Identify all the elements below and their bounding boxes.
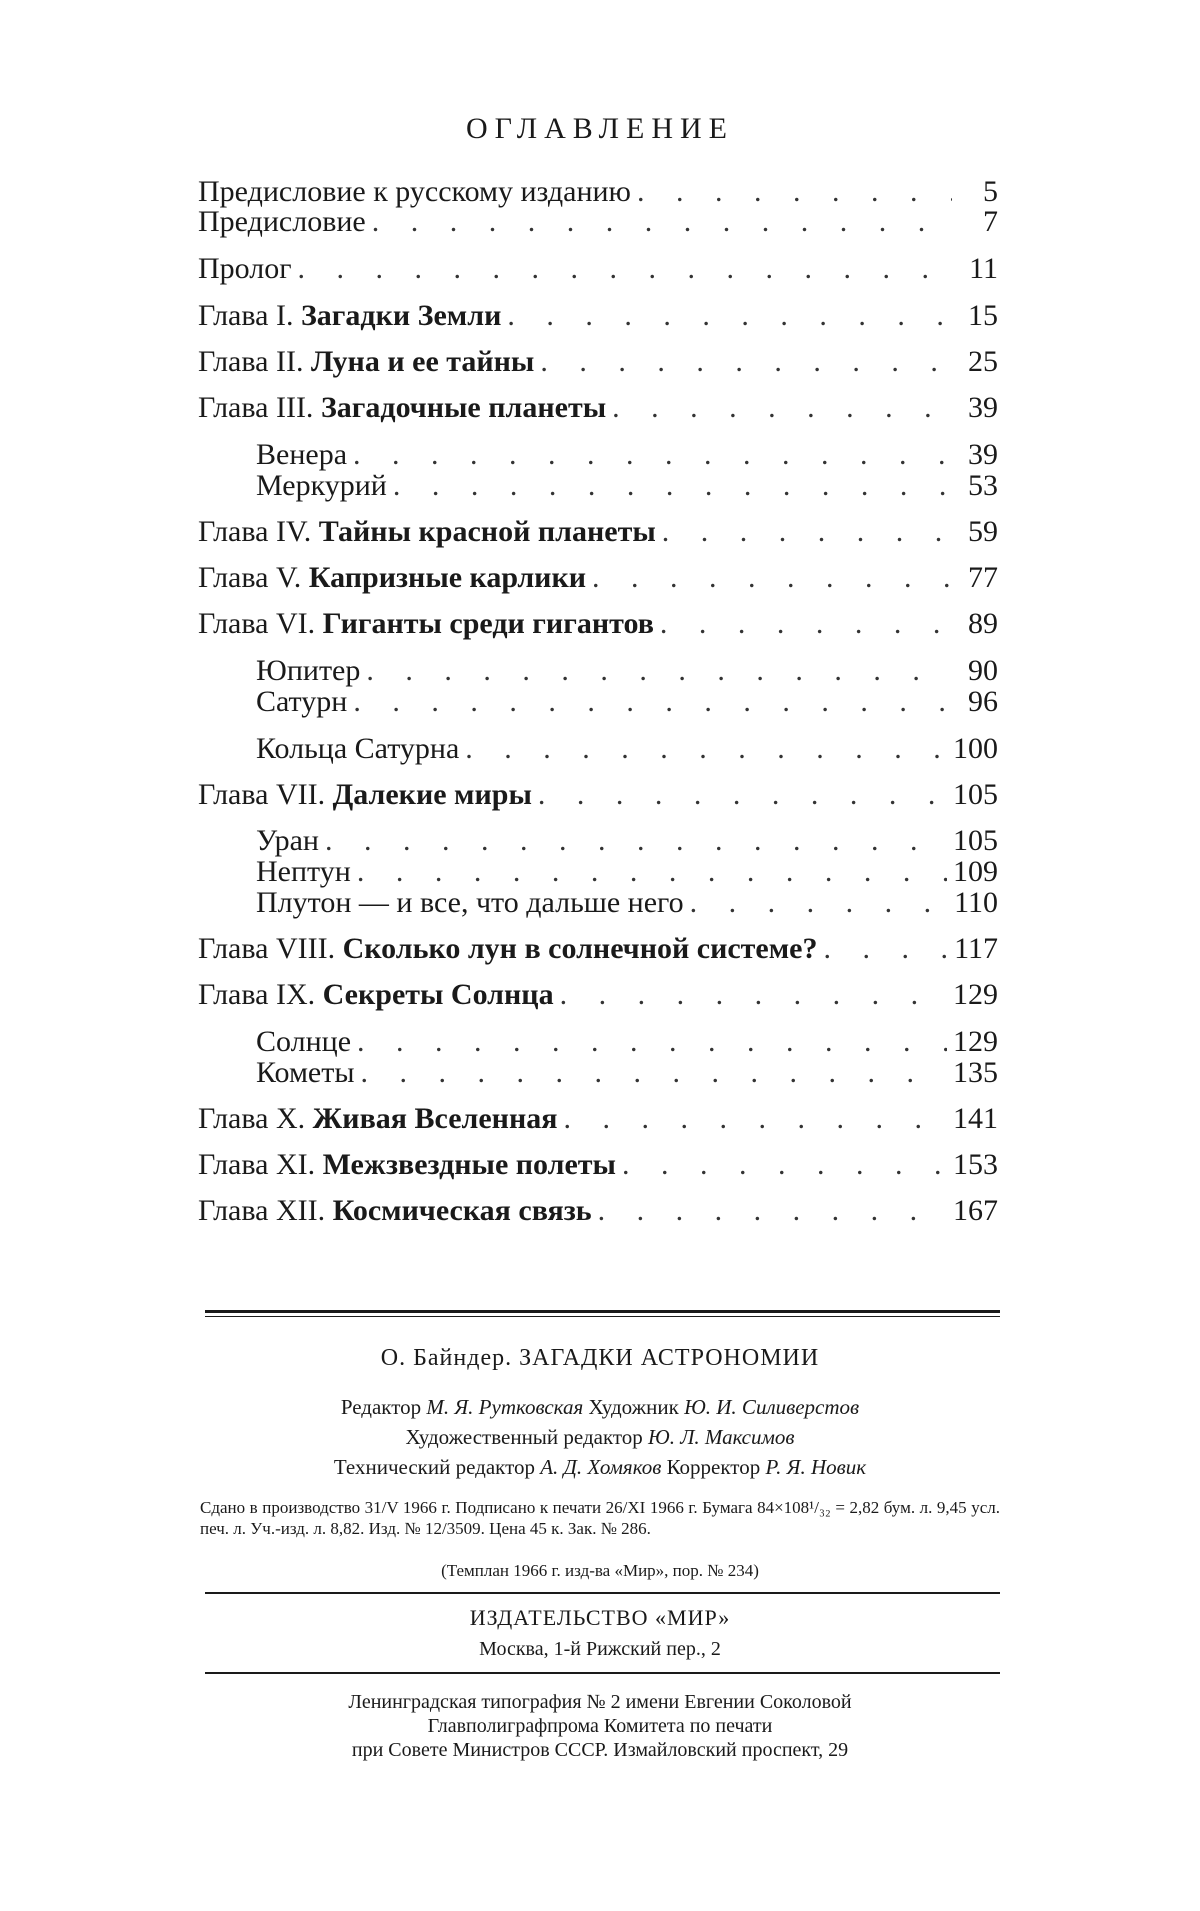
toc-chapter-number: Глава XII. bbox=[198, 1194, 326, 1227]
toc-entry-title bbox=[198, 778, 532, 812]
toc-leader-dots bbox=[660, 607, 952, 641]
toc-entry bbox=[198, 345, 998, 381]
toc-entry-title bbox=[198, 1102, 557, 1136]
toc-entry-title: Юпитер bbox=[256, 654, 361, 687]
toc-page-number: 96 bbox=[968, 685, 998, 718]
toc-entry-title: Плутон — и все, что дальше него bbox=[256, 886, 684, 919]
tech-editor-name: А. Д. Хомяков bbox=[540, 1455, 662, 1479]
toc-leader-dots bbox=[393, 469, 952, 503]
toc-entry-title bbox=[198, 1148, 616, 1182]
toc-entry bbox=[198, 561, 998, 597]
production-plan: (Темплан 1966 г. изд-ва «Мир», пор. № 234) bbox=[441, 1561, 759, 1580]
toc-page-number: 89 bbox=[968, 607, 998, 640]
toc-entry-title: Нептун bbox=[256, 855, 351, 888]
toc-entry bbox=[256, 886, 998, 922]
toc-leader-dots bbox=[298, 252, 952, 286]
divider-double-top bbox=[205, 1310, 1000, 1313]
toc-entry-title bbox=[198, 561, 586, 595]
toc-leader-dots bbox=[563, 1102, 947, 1136]
corrector-name: Р. Я. Новик bbox=[765, 1455, 867, 1479]
toc-chapter-number: Глава III. bbox=[198, 391, 314, 424]
toc-leader-dots bbox=[357, 855, 947, 889]
toc-chapter-title: Капризные карлики bbox=[308, 561, 587, 594]
imprint-editor-line bbox=[200, 1395, 1000, 1420]
toc-leader-dots bbox=[637, 175, 952, 209]
art-editor-name: Ю. Л. Максимов bbox=[648, 1425, 795, 1449]
toc-chapter-number: Глава IV. bbox=[198, 515, 312, 548]
editor-name: М. Я. Рутковская bbox=[426, 1395, 584, 1419]
toc-page-number: 15 bbox=[968, 299, 998, 332]
publisher-name: ИЗДАТЕЛЬСТВО «МИР» bbox=[469, 1605, 731, 1630]
toc-chapter-number: Глава X. bbox=[198, 1102, 306, 1135]
toc-page-number: 11 bbox=[969, 252, 998, 285]
toc-entry-title: Кометы bbox=[256, 1056, 355, 1089]
toc-chapter-number: Глава IX. bbox=[198, 978, 316, 1011]
toc-entry bbox=[198, 978, 998, 1014]
toc-leader-dots bbox=[507, 299, 952, 333]
toc-entry bbox=[198, 1102, 998, 1138]
toc-page-number: 53 bbox=[968, 469, 998, 502]
toc-entry-title: Кольца Сатурна bbox=[256, 732, 460, 765]
toc-entry bbox=[256, 732, 998, 768]
toc-page-number: 105 bbox=[953, 778, 998, 811]
toc-leader-dots bbox=[361, 1056, 947, 1090]
toc-entry bbox=[198, 1148, 998, 1184]
toc-page-number: 110 bbox=[954, 886, 998, 919]
art-editor-role: Художественный редактор bbox=[405, 1425, 643, 1449]
toc-entry bbox=[198, 515, 998, 551]
toc-entry-title bbox=[198, 391, 606, 425]
production-details: Сдано в производство 31/V 1966 г. Подписано к печати 26/XI 1966 г. Бумага 84×108¹/₃₂ = 2,82 бум. л. 9,45 усл. печ. л. Уч.-изд. л. 8,82. Изд. № 12/3509. Цена 45 к. Зак. № 286. bbox=[200, 1498, 1000, 1538]
toc-page-number: 90 bbox=[968, 654, 998, 687]
toc-chapter-title: Гиганты среди гигантов bbox=[322, 607, 654, 640]
toc-entry-title: Солнце bbox=[256, 1025, 352, 1058]
toc-entry-title: Сатурн bbox=[256, 685, 348, 718]
toc-entry bbox=[198, 299, 998, 335]
toc-entry-title bbox=[198, 345, 534, 379]
toc-leader-dots bbox=[540, 345, 952, 379]
toc-entry-title bbox=[198, 932, 817, 966]
toc-leader-dots bbox=[372, 205, 952, 239]
toc-leader-dots bbox=[598, 1194, 947, 1228]
toc-page-number: 7 bbox=[983, 205, 998, 238]
toc-leader-dots bbox=[690, 886, 949, 920]
toc-entry-title: Меркурий bbox=[256, 469, 387, 502]
toc-entry-title bbox=[198, 1194, 592, 1228]
artist-name: Ю. И. Силиверстов bbox=[684, 1395, 860, 1419]
toc-chapter-number: Глава I. bbox=[198, 299, 294, 332]
toc-entry bbox=[198, 391, 998, 427]
toc-leader-dots bbox=[353, 438, 952, 472]
toc-chapter-title: Загадки Земли bbox=[300, 299, 502, 332]
toc-entry-title: Венера bbox=[256, 438, 348, 471]
toc-entry-title: Уран bbox=[256, 824, 319, 857]
toc-chapter-number: Глава XI. bbox=[198, 1148, 316, 1181]
toc-page-number: 129 bbox=[953, 1025, 998, 1058]
corrector-role: Корректор bbox=[666, 1455, 761, 1479]
toc-chapter-title: Луна и ее тайны bbox=[310, 345, 535, 378]
toc-chapter-number: Глава VIII. bbox=[198, 932, 336, 965]
toc-entry-title bbox=[198, 978, 554, 1012]
toc-chapter-title: Живая Вселенная bbox=[312, 1102, 558, 1135]
toc-page-number: 105 bbox=[953, 824, 998, 857]
toc-page-number: 25 bbox=[968, 345, 998, 378]
toc-page-number: 141 bbox=[953, 1102, 998, 1135]
printer-line-2: Главполиграфпрома Комитета по печати bbox=[427, 1715, 773, 1737]
toc-entry bbox=[198, 205, 998, 241]
toc-leader-dots bbox=[622, 1148, 947, 1182]
toc-entry-title bbox=[198, 299, 501, 333]
toc-page-number: 117 bbox=[954, 932, 998, 965]
toc-page-number: 39 bbox=[968, 438, 998, 471]
toc-leader-dots bbox=[366, 654, 952, 688]
toc-page-number: 100 bbox=[953, 732, 998, 765]
divider-double-bottom bbox=[205, 1316, 1000, 1317]
imprint-art-editor-line bbox=[200, 1425, 1000, 1450]
toc-entry bbox=[256, 1056, 998, 1092]
toc-entry-title: Пролог bbox=[198, 252, 292, 285]
toc-entry-title: Предисловие к русскому изданию bbox=[198, 175, 631, 208]
toc-leader-dots bbox=[662, 515, 952, 549]
toc-chapter-title: Тайны красной планеты bbox=[318, 515, 656, 548]
divider-publisher-bottom bbox=[205, 1672, 1000, 1674]
publisher-address: Москва, 1-й Рижский пер., 2 bbox=[479, 1638, 721, 1660]
toc-leader-dots bbox=[357, 1025, 947, 1059]
toc-chapter-title: Межзвездные полеты bbox=[322, 1148, 616, 1181]
toc-entry bbox=[198, 932, 998, 968]
toc-page-number: 39 bbox=[968, 391, 998, 424]
toc-page-number: 59 bbox=[968, 515, 998, 548]
toc-entry bbox=[256, 469, 998, 505]
imprint-title: О. Байндер. ЗАГАДКИ АСТРОНОМИИ bbox=[380, 1345, 820, 1371]
divider-publisher-top bbox=[205, 1592, 1000, 1594]
toc-page-number: 135 bbox=[953, 1056, 998, 1089]
toc-chapter-title: Загадочные планеты bbox=[320, 391, 607, 424]
toc-leader-dots bbox=[353, 685, 952, 719]
toc-page-number: 153 bbox=[953, 1148, 998, 1181]
toc-entry bbox=[198, 607, 998, 643]
toc-chapter-title: Далекие миры bbox=[332, 778, 532, 811]
toc-title: ОГЛАВЛЕНИЕ bbox=[466, 112, 734, 145]
editor-role: Редактор bbox=[340, 1395, 422, 1419]
toc-entry-title bbox=[198, 607, 654, 641]
toc-chapter-number: Глава VII. bbox=[198, 778, 326, 811]
toc-page-number: 77 bbox=[968, 561, 998, 594]
toc-chapter-title: Секреты Солнца bbox=[322, 978, 554, 1011]
toc-page-number: 5 bbox=[983, 175, 998, 208]
toc-entry-title: Предисловие bbox=[198, 205, 366, 238]
toc-leader-dots bbox=[612, 391, 952, 425]
toc-leader-dots bbox=[823, 932, 948, 966]
toc-leader-dots bbox=[325, 824, 947, 858]
imprint-tech-line bbox=[200, 1455, 1000, 1480]
toc-chapter-title: Космическая связь bbox=[332, 1194, 592, 1227]
artist-role: Художник bbox=[588, 1395, 679, 1419]
toc-page-number: 167 bbox=[953, 1194, 998, 1227]
printer-line-3: при Совете Министров СССР. Измайловский проспект, 29 bbox=[351, 1739, 849, 1761]
toc-chapter-number: Глава VI. bbox=[198, 607, 316, 640]
toc-chapter-number: Глава V. bbox=[198, 561, 302, 594]
toc-entry-title bbox=[198, 515, 656, 549]
toc-chapter-number: Глава II. bbox=[198, 345, 304, 378]
toc-page-number: 129 bbox=[953, 978, 998, 1011]
toc-entry bbox=[198, 1194, 998, 1230]
printer-line-1: Ленинградская типография № 2 имени Евгении Соколовой bbox=[348, 1691, 852, 1713]
toc-leader-dots bbox=[538, 778, 947, 812]
toc-page-number: 109 bbox=[953, 855, 998, 888]
tech-editor-role: Технический редактор bbox=[333, 1455, 535, 1479]
toc-chapter-title: Сколько лун в солнечной системе? bbox=[342, 932, 818, 965]
toc-entry bbox=[256, 685, 998, 721]
toc-leader-dots bbox=[592, 561, 952, 595]
toc-entry bbox=[198, 778, 998, 814]
toc-leader-dots bbox=[465, 732, 947, 766]
toc-entry bbox=[198, 252, 998, 288]
toc-leader-dots bbox=[560, 978, 947, 1012]
